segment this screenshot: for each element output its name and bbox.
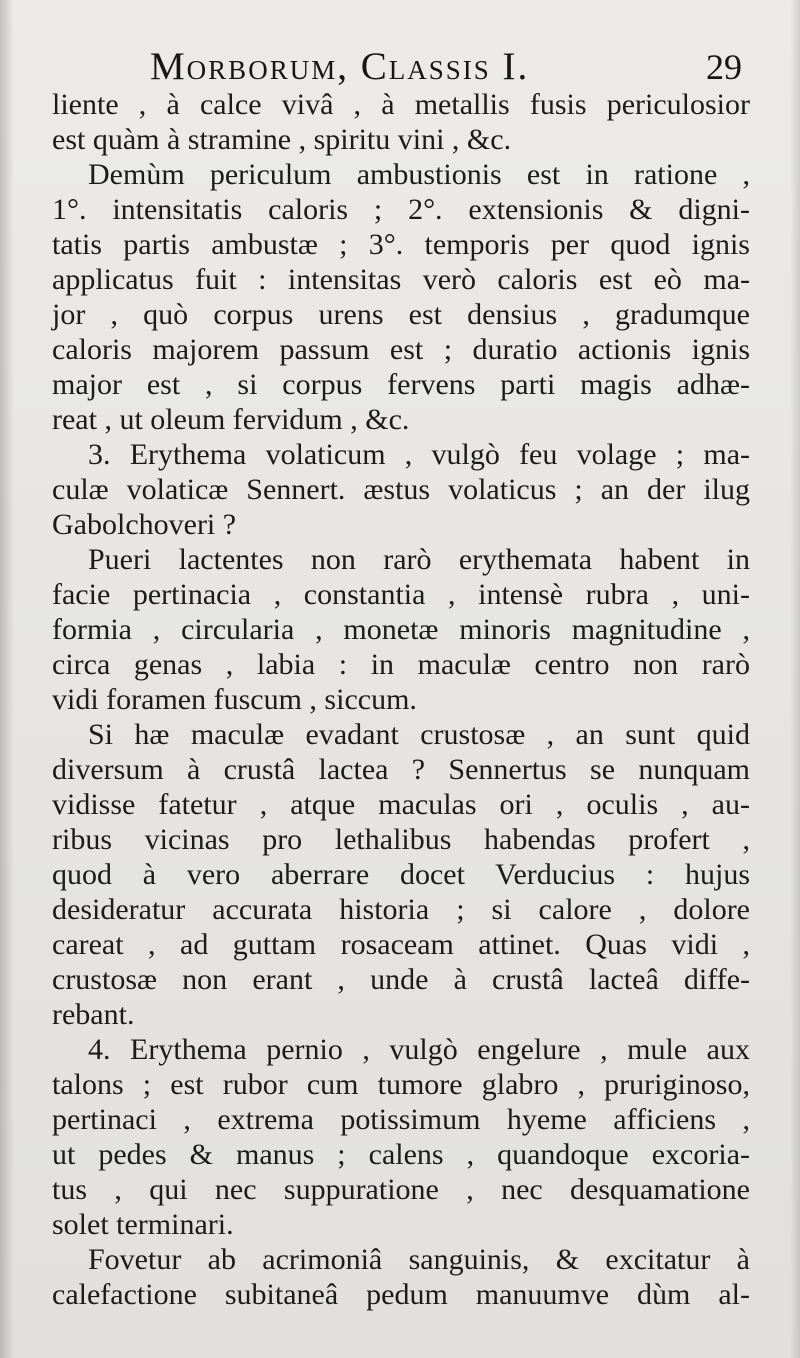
paragraph-start-line: 3. Erythema volaticum , vulgò feu volage ; ma-: [88, 438, 750, 471]
text-line: liente , à calce vivâ , à metallis fusis periculosior: [52, 88, 750, 121]
text-line: est quàm à stramine , spiritu vini , &c.: [52, 123, 512, 156]
text-line: tatis partis ambustæ ; 3°. temporis per quod ignis: [52, 228, 750, 261]
text-line: vidisse fatetur , atque maculas ori , oculis , au-: [52, 788, 750, 821]
text-line: ribus vicinas pro lethalibus habendas profert ,: [52, 823, 750, 856]
text-line: tus , qui nec suppuratione , nec desquamatione: [52, 1173, 750, 1206]
text-line: desideratur accurata historia ; si calore , dolore: [52, 893, 750, 926]
text-line: solet terminari.: [52, 1208, 234, 1241]
text-line: jor , quò corpus urens est densius , gradumque: [52, 298, 750, 331]
paragraph-start-line: Si hæ maculæ evadant crustosæ , an sunt quid: [88, 718, 750, 751]
text-line: caloris majorem passum est ; duratio actionis ignis: [52, 333, 750, 366]
paragraph-start-line: 4. Erythema pernio , vulgò engelure , mule aux: [88, 1033, 750, 1066]
text-line: major est , si corpus fervens parti magis adhæ-: [52, 368, 750, 401]
text-line: applicatus fuit : intensitas verò caloris est eò ma-: [52, 263, 750, 296]
text-line: talons ; est rubor cum tumore glabro , pruriginoso,: [52, 1068, 750, 1101]
text-line: careat , ad guttam rosaceam attinet. Quas vidi ,: [52, 928, 750, 961]
text-line: ut pedes & manus ; calens , quandoque excoria-: [52, 1138, 750, 1171]
paragraph-start-line: Demùm periculum ambustionis est in ratione ,: [88, 158, 750, 191]
paragraph-start-line: Fovetur ab acrimoniâ sanguinis, & excitatur à: [88, 1243, 750, 1276]
text-line: Gabolchoveri ?: [52, 508, 237, 541]
text-line: facie pertinacia , constantia , intensè rubra , uni-: [52, 578, 750, 611]
text-line: quod à vero aberrare docet Verducius : hujus: [52, 858, 750, 891]
text-body: [52, 87, 750, 1312]
text-line: calefactione subitaneâ pedum manuumve dùm al-: [52, 1278, 750, 1311]
paragraph-start-line: Pueri lactentes non rarò erythemata habent in: [88, 543, 750, 576]
text-line: diversum à crustâ lactea ? Sennertus se nunquam: [52, 753, 750, 786]
text-line: 1°. intensitatis caloris ; 2°. extensionis & digni-: [52, 193, 750, 226]
text-line: rebant.: [52, 998, 135, 1031]
text-line: formia , circularia , monetæ minoris magnitudine ,: [52, 613, 750, 646]
text-line: culæ volaticæ Sennert. æstus volaticus ; an der ilug: [52, 473, 750, 506]
text-line: circa genas , labia : in maculæ centro non rarò: [52, 648, 750, 681]
text-line: pertinaci , extrema potissimum hyeme afficiens ,: [52, 1103, 750, 1136]
text-line: crustosæ non erant , unde à crustâ lacteâ diffe-: [52, 963, 750, 996]
page-number: 29: [706, 47, 742, 87]
running-head: Morborum, Classis I.: [150, 45, 530, 88]
text-line: vidi foramen fuscum , siccum.: [52, 683, 417, 716]
text-line: reat , ut oleum fervidum , &c.: [52, 403, 410, 436]
